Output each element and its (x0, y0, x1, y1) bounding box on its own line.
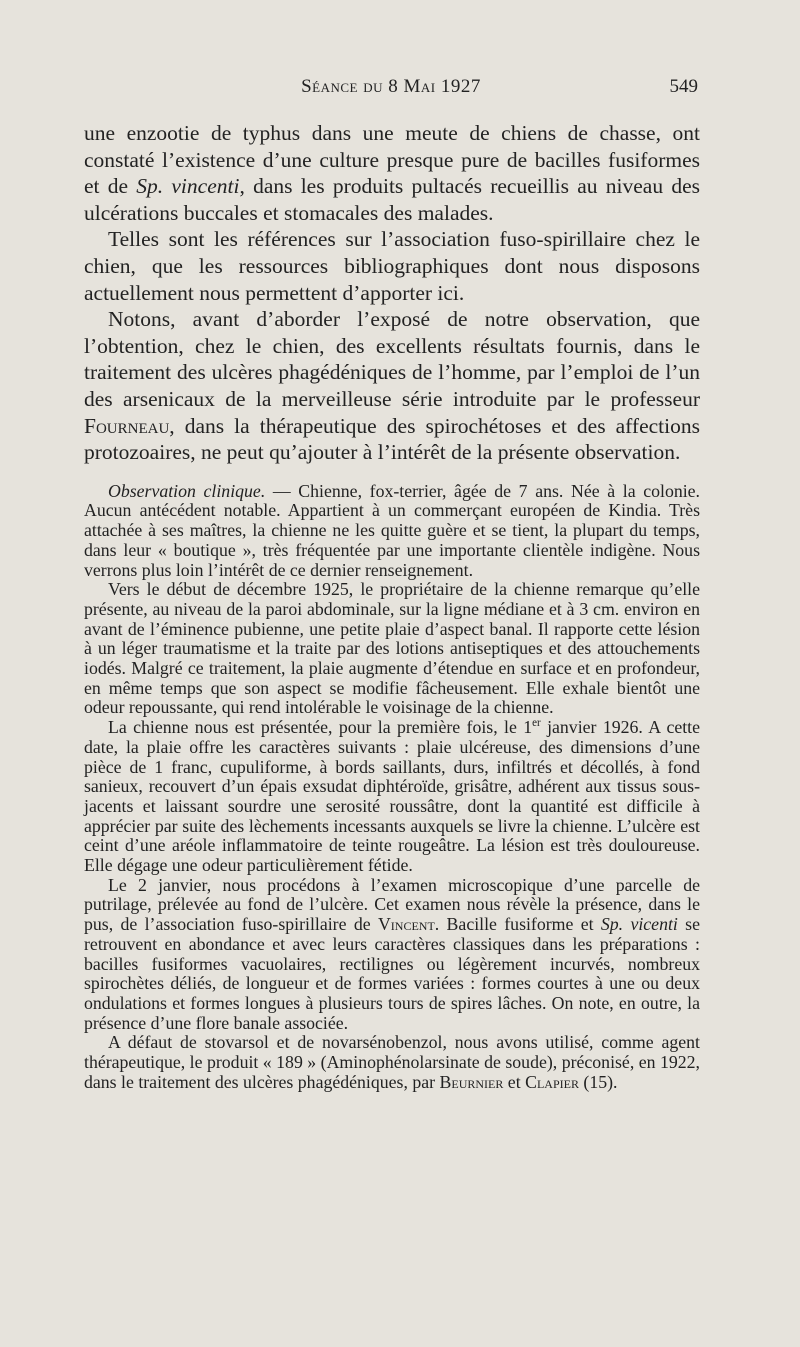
paragraph-presentation (84, 718, 700, 876)
running-title: Séance du 8 Mai 1927 (301, 76, 481, 97)
paragraph-references (84, 226, 700, 306)
paragraph-text: (15). (578, 1071, 618, 1092)
species-name: Sp. vicenti (600, 914, 678, 935)
paragraph-text: une enzootie de typhus dans une meute de chiens de chasse, ont constaté l’existence d’une culture presque pure de bacilles fusiformes et de (84, 121, 700, 199)
paragraph-text: janvier 1926. A cette date, la plaie offre les caractères suivants : plaie ulcéreuse, des dimensions d’une pièce de 1 franc, cupuliforme, à bords saillants, durs, infiltrés et décollés, à fond sanieux, recouvert d’un épais exsudat diphtéroïde, grisâtre, adhérent aux tissus sous-jacents et laissant sourdre une serosité roussâtre, dont la quantité est difficile à apprécier par suite des lèchements incessants auxquels se livre la chienne. L’ulcère est ceint d’une aréole inflammatoire de teinte rougeâtre. La lésion est très douloureuse. Elle dégage une odeur particulièrement fétide. (84, 717, 700, 876)
paragraph-text: A défaut de stovarsol et de novarsénobenzol, nous avons utilisé, comme agent thérapeutique, le produit « 189 » (Aminophénolarsinate de soude), préconisé, en 1922, dans le traitement des ulcères phagédéniques, par (84, 1032, 700, 1092)
paragraph-text: Telles sont les références sur l’association fuso-spirillaire chez le chien, que les ressources bibliographiques dont nous disposons actuellement nous permettent d’apporter ici. (84, 227, 700, 305)
species-name: Sp. vincenti (136, 174, 240, 199)
page-number: 549 (669, 76, 698, 97)
paragraph-text: et (503, 1071, 526, 1092)
paragraph-text: . Bacille fusiforme et (434, 914, 601, 935)
paragraph-microscopy (84, 876, 700, 1034)
page-header (84, 76, 698, 102)
paragraph-text: se retrouvent en abondance et avec leurs caractères classiques dans les préparations : bacilles fusiformes vacuolaires, rectilignes ou légèrement incurvés, nombreux spirochètes déliés, de longueur et de formes variées : formes courtes à une ou deux ondulations et formes longues à plusieurs tours de spires lâches. On note, en outre, la présence d’une flore banale associée. (84, 914, 700, 1033)
paragraph-text: , dans la thérapeutique des spirochétoses et des affections protozoaires, ne peut qu’ajouter à l’intérêt de la présente observation. (84, 413, 700, 465)
observation-label: Observation clinique. (108, 480, 266, 501)
page-body (84, 120, 700, 1093)
author-name: Beurnier (439, 1071, 504, 1092)
paragraph-history (84, 580, 700, 718)
author-name: Vincent (377, 914, 435, 935)
paragraph-text: Notons, avant d’aborder l’exposé de notre observation, que l’obtention, chez le chien, des excellents résultats fournis, dans le traitement des ulcères phagédéniques de l’homme, par l’emploi de l’un des arsenicaux de la merveilleuse série introduite par le professeur (84, 307, 700, 411)
paragraph-notons (84, 306, 700, 466)
paragraph-text: Le 2 janvier, nous procédons à l’examen microscopique d’une parcelle de putrilage, prélevée au fond de l’ulcère. Cet examen nous révèle la présence, dans le pus, de l’association fuso-spirillaire de (84, 874, 700, 935)
paragraph-text: — Chienne, fox-terrier, âgée de 7 ans. Née à la colonie. Aucun antécédent notable. Appartient à un commerçant européen de Kindia. Très attachée à ses maîtres, la chienne ne les quitte guère et se tient, la plupart du temps, dans leur « boutique », très fréquentée par une importante clientèle indigène. Nous verrons plus loin l’intérêt de ce dernier renseignement. (84, 480, 701, 580)
paragraph-text: La chienne nous est présentée, pour la première fois, le 1 (108, 717, 533, 738)
paragraph-text: , dans les produits pultacés recueillis au niveau des ulcérations buccales et stomacales des malades. (84, 174, 700, 225)
paragraph-observation (84, 482, 700, 581)
paragraph-enzootie (84, 120, 700, 226)
author-name: Fourneau (84, 413, 170, 438)
author-name: Clapier (525, 1071, 579, 1092)
paragraph-text: Vers le début de décembre 1925, le propriétaire de la chienne remarque qu’elle présente, au niveau de la paroi abdominale, sur la ligne médiane et à 3 cm. environ en avant de l’éminence pubienne, une petite plaie d’aspect banal. Il rapporte cette lésion à un léger traumatisme et la traite par des lotions antiseptiques et des attouchements iodés. Malgré ce traitement, la plaie augmente d’étendue en surface et en profondeur, en même temps que son aspect se modifie fâcheusement. Elle exhale bientôt une odeur repoussante, qui rend intolérable le voisinage de la chienne. (84, 579, 700, 718)
ordinal-superscript: er (532, 717, 541, 730)
paragraph-treatment (84, 1033, 700, 1092)
